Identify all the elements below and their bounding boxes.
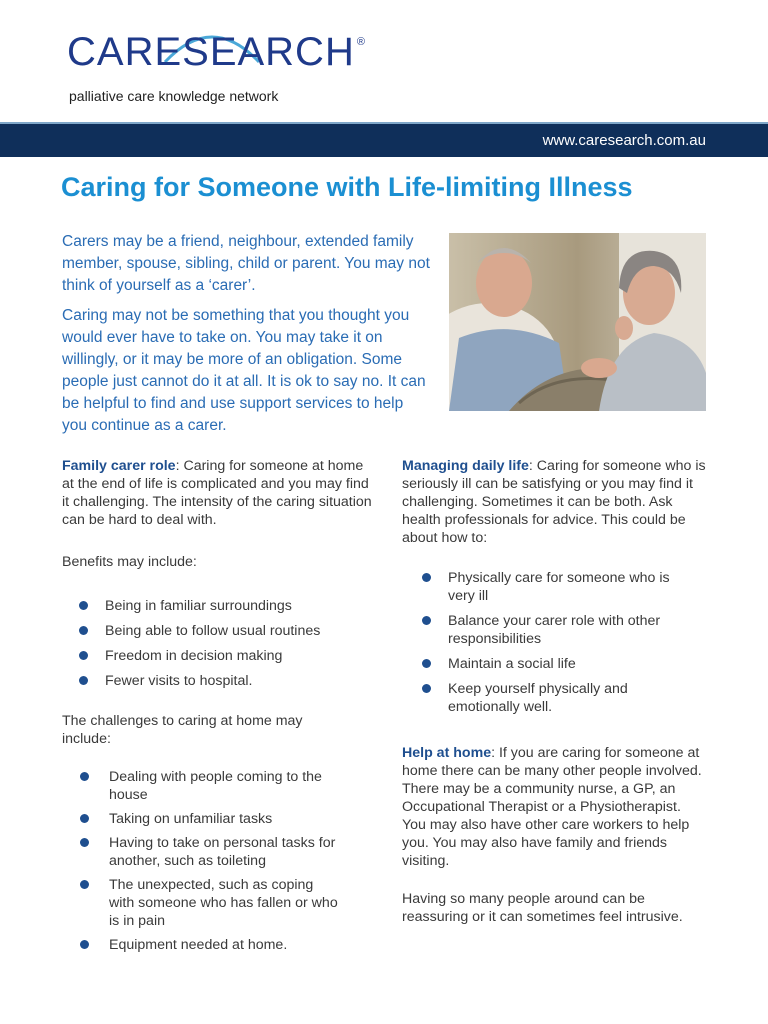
carer-patient-illustration xyxy=(449,233,706,411)
bullet-icon xyxy=(80,814,89,823)
family-carer-text: : Caring for someone at home at the end of life is complicated and you may find it challenging. The intensity of the caring situation can be hard to deal with. xyxy=(62,458,372,528)
bullet-icon xyxy=(80,838,89,847)
bullet-icon xyxy=(422,659,431,668)
managing-daily-life-heading: Managing daily life xyxy=(402,458,529,474)
list-item: Keep yourself physically and emotionally well. xyxy=(402,680,658,716)
bullet-icon xyxy=(79,651,88,660)
list-item: Being able to follow usual routines xyxy=(62,622,377,640)
list-item: Taking on unfamiliar tasks xyxy=(62,810,377,828)
family-carer-heading: Family carer role xyxy=(62,458,176,474)
list-item: Dealing with people coming to the house xyxy=(62,768,327,804)
managing-daily-life-paragraph xyxy=(402,457,707,547)
benefits-list xyxy=(62,597,377,690)
help-at-home-paragraph xyxy=(402,744,707,870)
list-item: Maintain a social life xyxy=(402,655,722,673)
closing-paragraph: Having so many people around can be reassuring or it can sometimes feel intrusive. xyxy=(402,891,683,925)
bullet-icon xyxy=(422,684,431,693)
bullet-icon xyxy=(80,772,89,781)
logo-tagline: palliative care knowledge network xyxy=(69,88,279,104)
bullet-icon xyxy=(79,676,88,685)
registered-mark: ® xyxy=(356,36,366,48)
intro-section xyxy=(62,231,432,445)
list-item: Fewer visits to hospital. xyxy=(62,672,377,690)
bullet-icon xyxy=(80,880,89,889)
list-item: Physically care for someone who is very ill xyxy=(402,569,678,605)
left-column xyxy=(62,457,377,954)
family-carer-paragraph xyxy=(62,457,377,529)
benefits-intro: Benefits may include: xyxy=(62,554,197,570)
bullet-icon xyxy=(79,601,88,610)
list-item: Having to take on personal tasks for another, such as toileting xyxy=(62,834,359,870)
carer-photo xyxy=(449,233,706,411)
page-title: Caring for Someone with Life-limiting Illness xyxy=(61,172,633,202)
challenges-list xyxy=(62,768,377,954)
bullet-icon xyxy=(422,616,431,625)
intro-paragraph-2: Caring may not be something that you thought you would ever have to take on. You may take it on willingly, or it may be more of an obligation. Some people just cannot do it at all. It is ok to say no. It can be helpful to find and use support services to help you continue as a carer. xyxy=(62,307,426,434)
help-at-home-heading: Help at home xyxy=(402,745,492,761)
bullet-icon xyxy=(80,940,89,949)
header-band xyxy=(0,124,768,157)
challenges-intro: The challenges to caring at home may include: xyxy=(62,713,303,747)
right-column xyxy=(402,457,722,926)
managing-daily-life-text: : Caring for someone who is seriously ill can be satisfying or you may find it challenging. Sometimes it can be both. Ask health professionals for advice. This could be about how to: xyxy=(402,458,706,546)
help-at-home-text: : If you are caring for someone at home there can be many other people involved. There may be a community nurse, a GP, an Occupational Therapist or a Physiotherapist. You may also have other care workers to help you. You may also have family and friends visiting. xyxy=(402,745,702,869)
list-item: Being in familiar surroundings xyxy=(62,597,377,615)
bullet-icon xyxy=(422,573,431,582)
list-item: Freedom in decision making xyxy=(62,647,377,665)
caresearch-logo xyxy=(67,26,366,106)
website-link[interactable]: www.caresearch.com.au xyxy=(542,132,706,149)
list-item: Equipment needed at home. xyxy=(62,936,377,954)
daily-life-list xyxy=(402,569,722,716)
logo-wordmark: CARESEARCH xyxy=(67,30,355,74)
list-item: The unexpected, such as coping with someone who has fallen or who is in pain xyxy=(62,876,339,930)
bullet-icon xyxy=(79,626,88,635)
list-item: Balance your carer role with other responsibilities xyxy=(402,612,698,648)
intro-paragraph-1: Carers may be a friend, neighbour, extended family member, spouse, sibling, child or parent. You may not think of yourself as a ‘carer’. xyxy=(62,233,430,294)
